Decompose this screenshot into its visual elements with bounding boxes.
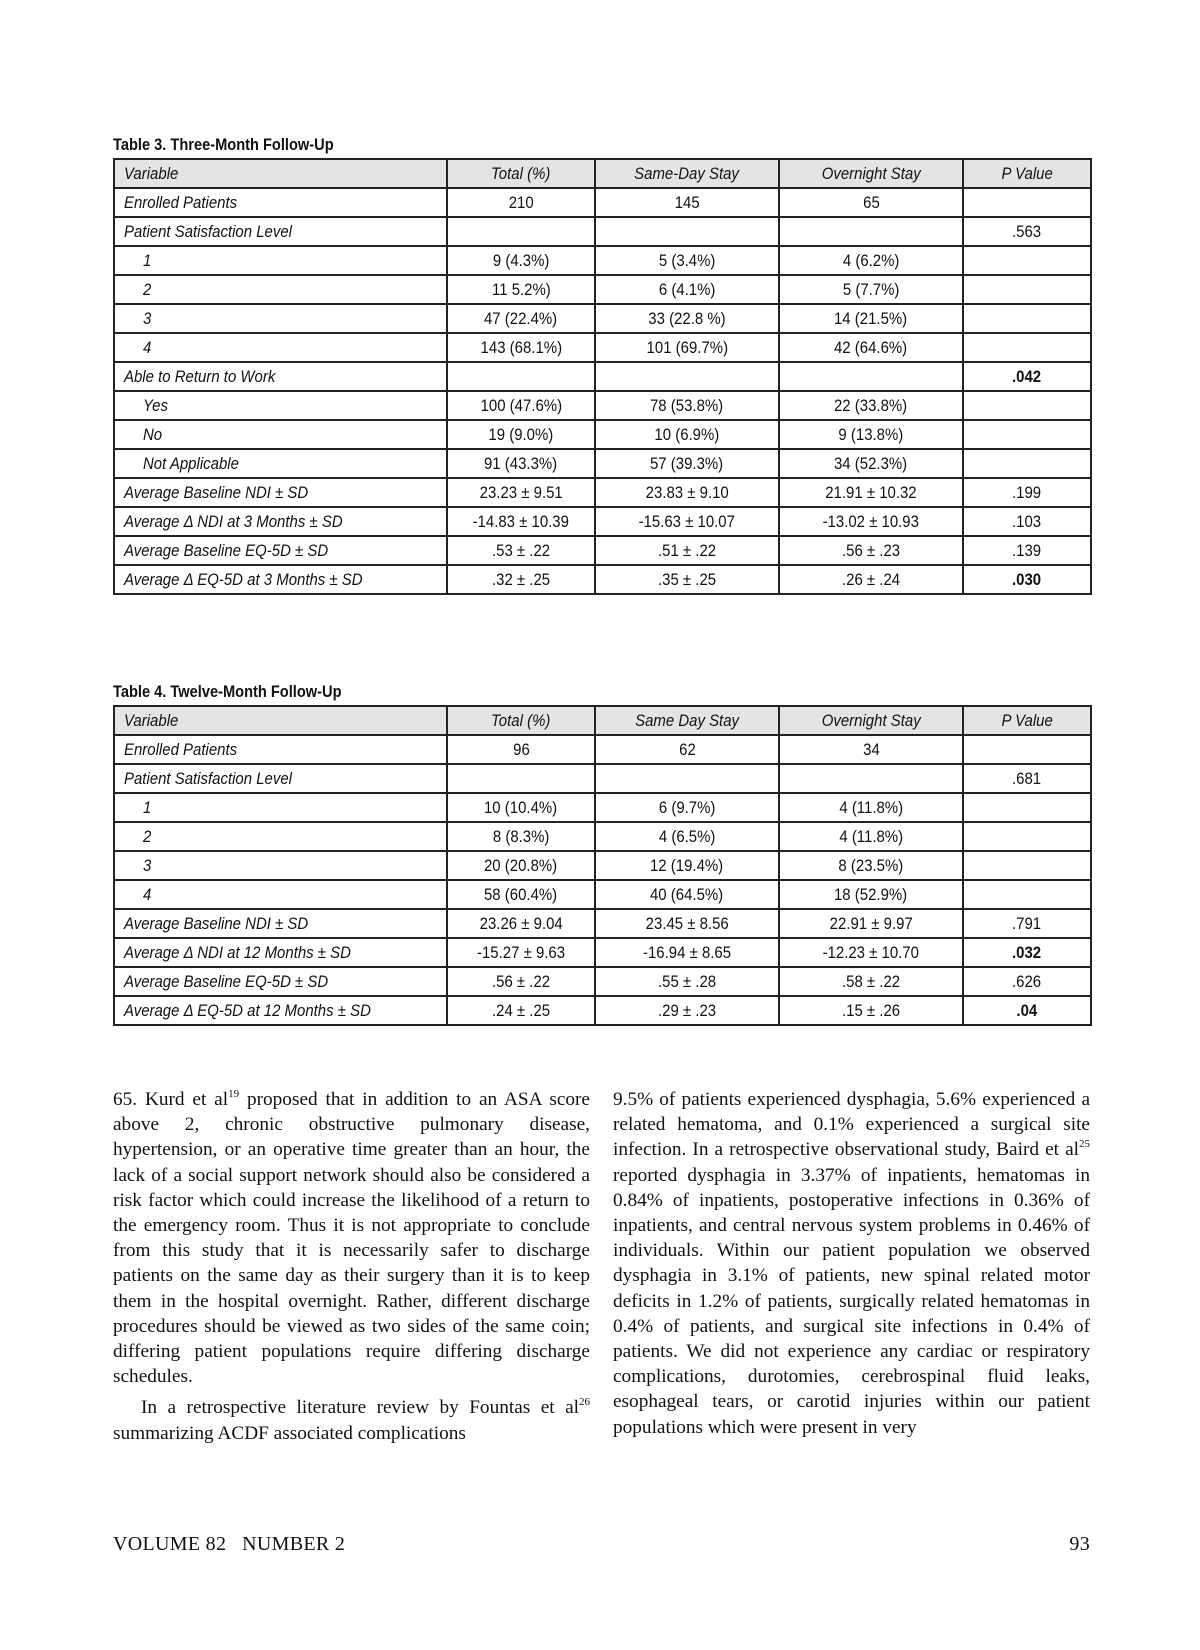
table-cell: 9 (13.8%) (779, 420, 963, 449)
row-label: Average Δ NDI at 12 Months ± SD (114, 938, 447, 967)
p-value-cell (963, 793, 1091, 822)
table-cell: -15.63 ± 10.07 (595, 507, 779, 536)
p-value-cell: .681 (963, 764, 1091, 793)
table-row (114, 217, 1091, 246)
row-label: 1 (114, 246, 447, 275)
table-3-grid (113, 158, 1092, 595)
table-cell: -15.27 ± 9.63 (447, 938, 595, 967)
table-cell: .35 ± .25 (595, 565, 779, 594)
body-column-left (113, 1087, 590, 1446)
table-cell: 91 (43.3%) (447, 449, 595, 478)
table-cell: .24 ± .25 (447, 996, 595, 1025)
table-row (114, 822, 1091, 851)
table-cell: 62 (595, 735, 779, 764)
table-cell: 6 (4.1%) (595, 275, 779, 304)
citation-ref: 26 (579, 1396, 590, 1409)
table-cell: 78 (53.8%) (595, 391, 779, 420)
table-4-grid (113, 705, 1092, 1026)
table-cell: .55 ± .28 (595, 967, 779, 996)
table-cell: 65 (779, 188, 963, 217)
column-header: Variable (114, 159, 447, 188)
table-cell: 22.91 ± 9.97 (779, 909, 963, 938)
table-cell (779, 217, 963, 246)
row-label: 1 (114, 793, 447, 822)
p-value-cell (963, 391, 1091, 420)
table-cell: 33 (22.8 %) (595, 304, 779, 333)
row-label: Average Baseline NDI ± SD (114, 909, 447, 938)
table-row (114, 967, 1091, 996)
table-cell: 6 (9.7%) (595, 793, 779, 822)
table-cell: -14.83 ± 10.39 (447, 507, 595, 536)
table-cell: 10 (6.9%) (595, 420, 779, 449)
p-value-cell (963, 449, 1091, 478)
table-cell: .51 ± .22 (595, 536, 779, 565)
table-cell: .26 ± .24 (779, 565, 963, 594)
row-label: Average Baseline EQ-5D ± SD (114, 536, 447, 565)
column-header: Same-Day Stay (595, 159, 779, 188)
table-cell: 57 (39.3%) (595, 449, 779, 478)
table-cell (447, 764, 595, 793)
table-cell: -13.02 ± 10.93 (779, 507, 963, 536)
row-label: Enrolled Patients (114, 735, 447, 764)
p-value-cell: .626 (963, 967, 1091, 996)
table-cell: 8 (23.5%) (779, 851, 963, 880)
table-cell: 96 (447, 735, 595, 764)
table-cell: 23.83 ± 9.10 (595, 478, 779, 507)
row-label: Patient Satisfaction Level (114, 217, 447, 246)
p-value-cell (963, 880, 1091, 909)
table-cell (447, 362, 595, 391)
table-row (114, 764, 1091, 793)
table-cell: .56 ± .22 (447, 967, 595, 996)
table-row (114, 246, 1091, 275)
table-cell: 8 (8.3%) (447, 822, 595, 851)
p-value-cell: .103 (963, 507, 1091, 536)
row-label: 2 (114, 822, 447, 851)
table-cell: 5 (3.4%) (595, 246, 779, 275)
table-cell: 34 (779, 735, 963, 764)
table-3-caption: Table 3. Three-Month Follow-Up (113, 135, 334, 154)
table-row (114, 391, 1091, 420)
table-cell: -12.23 ± 10.70 (779, 938, 963, 967)
table-cell: 10 (10.4%) (447, 793, 595, 822)
table-row (114, 420, 1091, 449)
table-cell: 47 (22.4%) (447, 304, 595, 333)
table-row (114, 793, 1091, 822)
table-row (114, 851, 1091, 880)
p-value-cell (963, 304, 1091, 333)
column-header: Total (%) (447, 706, 595, 735)
row-label: 3 (114, 304, 447, 333)
table-cell: .58 ± .22 (779, 967, 963, 996)
table-cell: .32 ± .25 (447, 565, 595, 594)
table-header-row (114, 706, 1091, 735)
table-cell (595, 362, 779, 391)
p-value-cell (963, 333, 1091, 362)
table-cell: 19 (9.0%) (447, 420, 595, 449)
table-cell: 34 (52.3%) (779, 449, 963, 478)
table-cell: .56 ± .23 (779, 536, 963, 565)
row-label: Enrolled Patients (114, 188, 447, 217)
table-cell: .15 ± .26 (779, 996, 963, 1025)
p-value-cell (963, 851, 1091, 880)
citation-ref: 19 (228, 1088, 240, 1100)
p-value-cell: .04 (963, 996, 1091, 1025)
table-row (114, 188, 1091, 217)
table-3 (113, 132, 1090, 595)
column-header: Variable (114, 706, 447, 735)
body-column-right (613, 1087, 1090, 1440)
p-value-cell (963, 188, 1091, 217)
row-label: 4 (114, 333, 447, 362)
row-label: Able to Return to Work (114, 362, 447, 391)
column-header: Same Day Stay (595, 706, 779, 735)
row-label: Not Applicable (114, 449, 447, 478)
table-cell: 22 (33.8%) (779, 391, 963, 420)
table-row (114, 565, 1091, 594)
table-cell (447, 217, 595, 246)
p-value-cell: .199 (963, 478, 1091, 507)
p-value-cell: .042 (963, 362, 1091, 391)
p-value-cell: .139 (963, 536, 1091, 565)
table-row (114, 996, 1091, 1025)
table-cell (595, 217, 779, 246)
paragraph: In a retrospective literature review by Fountas et $al^{26}$ summarizing ACDF associated complications (113, 1396, 590, 1444)
p-value-cell: .032 (963, 938, 1091, 967)
table-row (114, 507, 1091, 536)
table-cell: 14 (21.5%) (779, 304, 963, 333)
row-label: Average Baseline EQ-5D ± SD (114, 967, 447, 996)
table-row (114, 333, 1091, 362)
p-value-cell: .563 (963, 217, 1091, 246)
row-label: No (114, 420, 447, 449)
row-label: 3 (114, 851, 447, 880)
p-value-cell (963, 822, 1091, 851)
table-cell: 23.45 ± 8.56 (595, 909, 779, 938)
table-cell: 4 (6.2%) (779, 246, 963, 275)
table-cell: 4 (11.8%) (779, 822, 963, 851)
table-cell: 12 (19.4%) (595, 851, 779, 880)
table-4 (113, 679, 1090, 1026)
table-cell: 5 (7.7%) (779, 275, 963, 304)
citation-ref: 25 (1079, 1138, 1090, 1151)
table-row (114, 449, 1091, 478)
p-value-cell (963, 246, 1091, 275)
table-cell: 40 (64.5%) (595, 880, 779, 909)
table-4-caption: Table 4. Twelve-Month Follow-Up (113, 682, 342, 701)
column-header: Overnight Stay (779, 159, 963, 188)
row-label: 4 (114, 880, 447, 909)
table-row (114, 275, 1091, 304)
table-cell: 145 (595, 188, 779, 217)
table-cell: .53 ± .22 (447, 536, 595, 565)
table-header-row (114, 159, 1091, 188)
p-value-cell: .791 (963, 909, 1091, 938)
table-cell: 11 5.2%) (447, 275, 595, 304)
table-cell: 21.91 ± 10.32 (779, 478, 963, 507)
table-cell: 58 (60.4%) (447, 880, 595, 909)
table-cell: 4 (11.8%) (779, 793, 963, 822)
table-cell: 210 (447, 188, 595, 217)
table-cell: 9 (4.3%) (447, 246, 595, 275)
table-cell: .29 ± .23 (595, 996, 779, 1025)
paragraph: 9.5% of patients experienced dysphagia, 5.6% experienced a related hematoma, and 0.1% experienced a surgical site infection. In a retrospective observational study, Baird et $al^{25}$ reported dysphagia in 3.37% of inpatients, hematomas in 0.84% of inpatients, postoperative infections in 0.36% of inpatients, and central nervous system problems in 0.46% of individuals. Within our patient population we observed dysphagia in 3.1% of patients, new spinal related motor deficits in 1.2% of patients, surgically related hematomas in 0.4% of patients, and surgical site infections in 0.4% of patients. We did not experience any cardiac or respiratory complications, durotomies, cerebrospinal fluid leaks, esophageal tears, or carotid injuries within our patient populations which were present in very (613, 1089, 1090, 1438)
table-row (114, 938, 1091, 967)
column-header: Total (%) (447, 159, 595, 188)
table-cell: 18 (52.9%) (779, 880, 963, 909)
table-row (114, 478, 1091, 507)
p-value-cell: .030 (963, 565, 1091, 594)
table-cell: 42 (64.6%) (779, 333, 963, 362)
table-cell: 100 (47.6%) (447, 391, 595, 420)
table-cell: 23.26 ± 9.04 (447, 909, 595, 938)
table-cell (595, 764, 779, 793)
p-value-cell (963, 420, 1091, 449)
row-label: Average Δ EQ-5D at 12 Months ± SD (114, 996, 447, 1025)
page-number: 93 (1069, 1533, 1090, 1555)
table-row (114, 304, 1091, 333)
table-row (114, 536, 1091, 565)
table-row (114, 880, 1091, 909)
row-label: Average Δ EQ-5D at 3 Months ± SD (114, 565, 447, 594)
paragraph: 65. Kurd et $al^{19}$ proposed that in addition to an ASA score above 2, chronic obstructive pulmonary disease, hypertension, or an operative time greater than an hour, the lack of a social support network should also be considered a risk factor which could increase the likelihood of a return to the emergency room. Thus it is not appropriate to conclude from this study that it is necessarily safer to discharge patients on the same day as their surgery than it is to keep them in the hospital overnight. Rather, different discharge procedures should be viewed as two sides of the same coin; differing patient populations require differing discharge schedules. (113, 1088, 590, 1388)
row-label: 2 (114, 275, 447, 304)
column-header: Overnight Stay (779, 706, 963, 735)
row-label: Patient Satisfaction Level (114, 764, 447, 793)
column-header: P Value (963, 159, 1091, 188)
table-row (114, 362, 1091, 391)
table-row (114, 909, 1091, 938)
footer-journal-info: VOLUME 82 NUMBER 2 (113, 1533, 346, 1555)
table-cell: 4 (6.5%) (595, 822, 779, 851)
row-label: Yes (114, 391, 447, 420)
p-value-cell (963, 275, 1091, 304)
table-cell: 143 (68.1%) (447, 333, 595, 362)
row-label: Average Baseline NDI ± SD (114, 478, 447, 507)
table-cell: 20 (20.8%) (447, 851, 595, 880)
row-label: Average Δ NDI at 3 Months ± SD (114, 507, 447, 536)
table-cell: 101 (69.7%) (595, 333, 779, 362)
column-header: P Value (963, 706, 1091, 735)
table-cell (779, 362, 963, 391)
p-value-cell (963, 735, 1091, 764)
table-cell: -16.94 ± 8.65 (595, 938, 779, 967)
table-cell: 23.23 ± 9.51 (447, 478, 595, 507)
table-row (114, 735, 1091, 764)
table-cell (779, 764, 963, 793)
